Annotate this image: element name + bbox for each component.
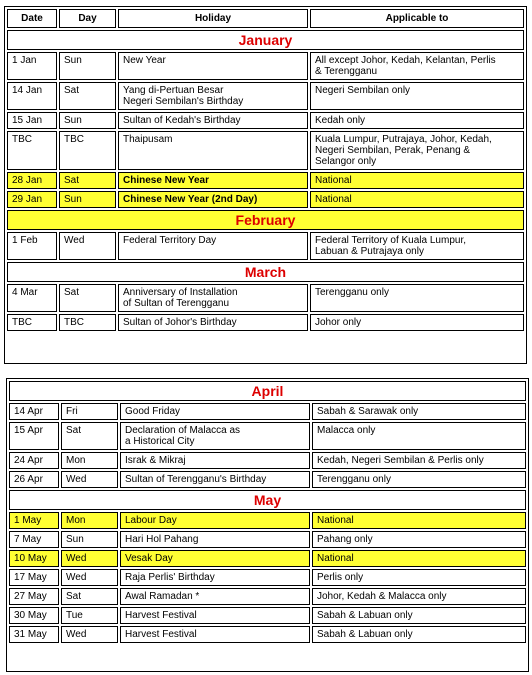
month-title: March	[7, 262, 524, 282]
holiday-table	[7, 379, 528, 645]
holiday-cell	[118, 172, 308, 189]
month-header-row	[9, 490, 526, 510]
holiday-cell	[120, 569, 310, 586]
day-cell: TBC	[59, 131, 116, 170]
day-cell: Wed	[61, 550, 118, 567]
holiday-cell	[120, 531, 310, 548]
day-cell: Wed	[59, 232, 116, 260]
holiday-cell	[120, 512, 310, 529]
table-row	[7, 112, 524, 129]
day-cell: Tue	[61, 607, 118, 624]
applicable-line: Negeri Sembilan, Perak, Penang &	[315, 145, 471, 156]
applicable-line: Sabah & Sarawak only	[317, 406, 419, 417]
holiday-cell	[118, 112, 308, 129]
applicable-cell	[312, 626, 526, 643]
holiday-cell	[118, 232, 308, 260]
table-row	[9, 422, 526, 450]
applicable-line: National	[315, 175, 352, 186]
day-cell: Sat	[61, 588, 118, 605]
date-cell: 10 May	[9, 550, 59, 567]
day-cell: Fri	[61, 403, 118, 420]
applicable-cell	[312, 588, 526, 605]
date-cell: 27 May	[9, 588, 59, 605]
day-cell: Sun	[59, 112, 116, 129]
month-title: May	[9, 490, 526, 510]
holiday-cell	[120, 626, 310, 643]
holiday-name-line: Sultan of Terengganu's Birthday	[125, 474, 267, 485]
applicable-line: Selangor only	[315, 156, 377, 167]
date-cell: 29 Jan	[7, 191, 57, 208]
holiday-name-line: New Year	[123, 55, 166, 66]
table-row	[9, 512, 526, 529]
holiday-table-jan-mar	[4, 6, 527, 364]
date-cell: 24 Apr	[9, 452, 59, 469]
holiday-cell	[118, 52, 308, 80]
table-row	[9, 471, 526, 488]
holiday-cell	[118, 284, 308, 312]
date-cell: 1 May	[9, 512, 59, 529]
holiday-name-line: Labour Day	[125, 515, 177, 526]
holiday-rows	[7, 30, 524, 331]
applicable-cell	[312, 452, 526, 469]
holiday-table-apr-may	[6, 378, 529, 672]
applicable-line: Kedah only	[315, 115, 366, 126]
holiday-name-line: of Sultan of Terengganu	[123, 298, 230, 309]
applicable-line: Terengganu only	[317, 474, 391, 485]
applicable-cell	[312, 403, 526, 420]
holiday-cell	[120, 550, 310, 567]
holiday-name-line: Awal Ramadan *	[125, 591, 200, 602]
date-cell: 14 Apr	[9, 403, 59, 420]
day-cell: Sun	[61, 531, 118, 548]
table-row	[7, 191, 524, 208]
holiday-name-line: Declaration of Malacca as	[125, 425, 241, 436]
applicable-line: Kuala Lumpur, Putrajaya, Johor, Kedah,	[315, 134, 492, 145]
table-row	[7, 284, 524, 312]
applicable-cell	[312, 512, 526, 529]
day-cell: Sat	[59, 82, 116, 110]
day-cell: Mon	[61, 452, 118, 469]
month-header-row	[9, 381, 526, 401]
holiday-name-line: Hari Hol Pahang	[125, 534, 199, 545]
day-cell: Wed	[61, 471, 118, 488]
date-cell: TBC	[7, 314, 57, 331]
applicable-cell	[312, 531, 526, 548]
month-header-row	[7, 262, 524, 282]
holiday-cell	[120, 403, 310, 420]
month-header-row	[7, 210, 524, 230]
applicable-cell	[312, 471, 526, 488]
applicable-cell	[310, 232, 524, 260]
holiday-name-line: Sultan of Johor's Birthday	[123, 317, 237, 328]
date-cell: 28 Jan	[7, 172, 57, 189]
applicable-cell	[310, 112, 524, 129]
holiday-name-line: Vesak Day	[125, 553, 173, 564]
table-row	[9, 626, 526, 643]
date-cell: 7 May	[9, 531, 59, 548]
date-cell: TBC	[7, 131, 57, 170]
applicable-line: Pahang only	[317, 534, 373, 545]
table-row	[9, 588, 526, 605]
applicable-line: Johor, Kedah & Malacca only	[317, 591, 447, 602]
holiday-cell	[120, 588, 310, 605]
applicable-line: National	[315, 194, 352, 205]
month-header-row	[7, 30, 524, 50]
date-cell: 30 May	[9, 607, 59, 624]
applicable-line: Perlis only	[317, 572, 364, 583]
holiday-cell	[120, 422, 310, 450]
table-row	[9, 452, 526, 469]
applicable-cell	[310, 314, 524, 331]
table-row	[9, 569, 526, 586]
applicable-cell	[312, 550, 526, 567]
table-row	[7, 232, 524, 260]
holiday-name-line: Good Friday	[125, 406, 181, 417]
date-cell: 15 Apr	[9, 422, 59, 450]
column-header-holiday: Holiday	[118, 9, 308, 28]
day-cell: TBC	[59, 314, 116, 331]
applicable-line: Terengganu only	[315, 287, 389, 298]
day-cell: Wed	[61, 569, 118, 586]
date-cell: 4 Mar	[7, 284, 57, 312]
holiday-cell	[118, 191, 308, 208]
applicable-line: Malacca only	[317, 425, 376, 436]
holiday-name-line: Chinese New Year	[123, 175, 209, 186]
holiday-name-line: Israk & Mikraj	[125, 455, 186, 466]
applicable-line: National	[317, 515, 354, 526]
applicable-cell	[310, 284, 524, 312]
applicable-cell	[312, 422, 526, 450]
day-cell: Sat	[59, 172, 116, 189]
applicable-cell	[310, 172, 524, 189]
applicable-cell	[310, 82, 524, 110]
holiday-cell	[118, 82, 308, 110]
day-cell: Wed	[61, 626, 118, 643]
table-row	[7, 131, 524, 170]
applicable-line: Sabah & Labuan only	[317, 610, 413, 621]
applicable-line: Federal Territory of Kuala Lumpur,	[315, 235, 467, 246]
holiday-rows	[9, 381, 526, 643]
table-row	[9, 531, 526, 548]
applicable-line: Labuan & Putrajaya only	[315, 246, 424, 257]
holiday-name-line: Thaipusam	[123, 134, 173, 145]
day-cell: Sat	[59, 284, 116, 312]
month-title: January	[7, 30, 524, 50]
table-row	[9, 607, 526, 624]
table-row	[9, 550, 526, 567]
holiday-name-line: Yang di-Pertuan Besar	[123, 85, 224, 96]
applicable-line: Sabah & Labuan only	[317, 629, 413, 640]
holiday-name-line: a Historical City	[125, 436, 195, 447]
table-row	[7, 52, 524, 80]
column-header-day: Day	[59, 9, 116, 28]
date-cell: 17 May	[9, 569, 59, 586]
date-cell: 1 Jan	[7, 52, 57, 80]
holiday-cell	[120, 452, 310, 469]
date-cell: 1 Feb	[7, 232, 57, 260]
holiday-cell	[120, 607, 310, 624]
holiday-cell	[118, 314, 308, 331]
date-cell: 15 Jan	[7, 112, 57, 129]
holiday-name-line: Negeri Sembilan's Birthday	[123, 96, 244, 107]
applicable-cell	[310, 131, 524, 170]
column-header-date: Date	[7, 9, 57, 28]
date-cell: 14 Jan	[7, 82, 57, 110]
applicable-line: Johor only	[315, 317, 362, 328]
table-row	[7, 82, 524, 110]
holiday-cell	[118, 131, 308, 170]
applicable-line: All except Johor, Kedah, Kelantan, Perlis	[315, 55, 496, 66]
applicable-cell	[310, 191, 524, 208]
holiday-name-line: Harvest Festival	[125, 629, 197, 640]
table-header-row	[7, 9, 524, 28]
day-cell: Mon	[61, 512, 118, 529]
day-cell: Sun	[59, 52, 116, 80]
month-title: April	[9, 381, 526, 401]
day-cell: Sun	[59, 191, 116, 208]
holiday-table	[5, 7, 526, 333]
applicable-cell	[312, 607, 526, 624]
applicable-cell	[312, 569, 526, 586]
column-header-applicable: Applicable to	[310, 9, 524, 28]
holiday-name-line: Raja Perlis' Birthday	[125, 572, 215, 583]
holiday-name-line: Harvest Festival	[125, 610, 197, 621]
applicable-cell	[310, 52, 524, 80]
applicable-line: National	[317, 553, 354, 564]
holiday-name-line: Anniversary of Installation	[123, 287, 238, 298]
applicable-line: & Terengganu	[315, 66, 378, 77]
holiday-cell	[120, 471, 310, 488]
holiday-name-line: Federal Territory Day	[123, 235, 217, 246]
date-cell: 26 Apr	[9, 471, 59, 488]
table-row	[9, 403, 526, 420]
day-cell: Sat	[61, 422, 118, 450]
month-title: February	[7, 210, 524, 230]
date-cell: 31 May	[9, 626, 59, 643]
table-row	[7, 172, 524, 189]
applicable-line: Negeri Sembilan only	[315, 85, 411, 96]
table-row	[7, 314, 524, 331]
holiday-name-line: Sultan of Kedah's Birthday	[123, 115, 241, 126]
applicable-line: Kedah, Negeri Sembilan & Perlis only	[317, 455, 484, 466]
holiday-name-line: Chinese New Year (2nd Day)	[123, 194, 258, 205]
